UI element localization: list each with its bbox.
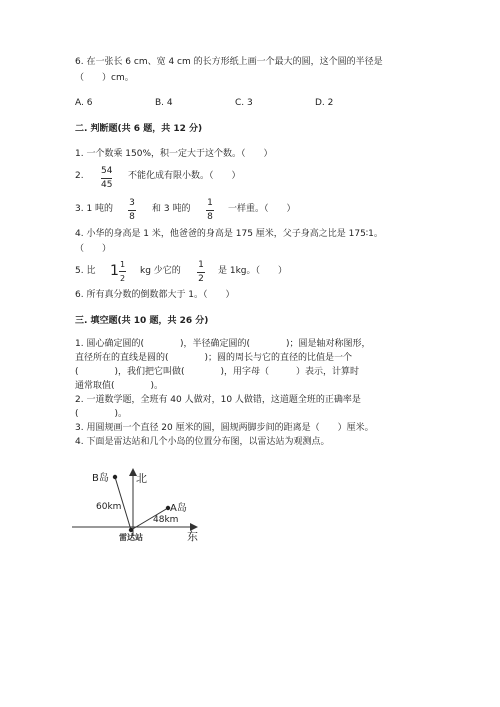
section2-heading: 二. 判断题(共 6 题，共 12 分) — [75, 124, 203, 134]
judge-q4-line1: 4. 小华的身高是 1 米，他爸爸的身高是 175 厘米，父子身高之比是 175∶1。 — [75, 229, 383, 239]
fraction-numerator: 1 — [119, 260, 126, 269]
judge-q5-mid: kg 少它的 — [140, 266, 181, 276]
mc-q6-option-b: B. 4 — [155, 98, 173, 108]
judge-q6: 6. 所有真分数的倒数都大于 1。（ ） — [75, 290, 235, 300]
radar-station-label: 雷达站 — [119, 533, 143, 542]
island-a-label: A岛 — [170, 503, 187, 514]
judge-q3-suffix: 一样重。（ ） — [228, 204, 296, 214]
fraction-denominator: 2 — [119, 274, 126, 283]
mc-q6-line1: 6. 在一张长 6 cm、宽 4 cm 的长方形纸上画一个最大的圆，这个圆的半径是 — [75, 57, 383, 67]
fraction-denominator: 8 — [207, 212, 213, 222]
distance-a-label: 48km — [153, 515, 179, 525]
radar-station-dot — [129, 528, 133, 532]
judge-q5-prefix: 5. 比 — [75, 266, 96, 276]
judge-q5-suffix: 是 1kg。（ ） — [218, 266, 288, 276]
judge-q2-prefix: 2. — [75, 171, 84, 181]
fraction-denominator: 45 — [101, 180, 113, 190]
fill-q1-line3: ( )，我们把它叫做( )，用字母（ ）表示，计算时 — [75, 367, 360, 377]
fill-q1-line1: 1. 圆心确定圆的( )，半径确定圆的( )；圆是轴对称图形， — [75, 339, 371, 349]
judge-q5-whole: 1 — [110, 263, 119, 279]
fraction-numerator: 3 — [129, 198, 135, 208]
judge-q3-prefix: 3. 1 吨的 — [75, 204, 114, 214]
fraction-numerator: 1 — [198, 260, 204, 270]
fill-q1-line4: 通常取值( )。 — [75, 381, 164, 391]
judge-q1: 1. 一个数乘 150%，积一定大于这个数。（ ） — [75, 149, 273, 159]
north-label: 北 — [136, 472, 147, 485]
mc-q6-option-c: C. 3 — [235, 98, 253, 108]
fraction-numerator: 54 — [101, 166, 113, 176]
fraction-denominator: 2 — [198, 274, 204, 284]
east-label: 东 — [187, 530, 198, 543]
fill-q4: 4. 下面是雷达站和几个小岛的位置分布图，以雷达站为观测点。 — [75, 437, 330, 447]
judge-q3-mid: 和 3 吨的 — [152, 204, 191, 214]
judge-q2-text: 不能化成有限小数。（ ） — [128, 171, 241, 181]
mc-q6-line2: （ ）cm。 — [75, 73, 134, 83]
fill-q2: 2. 一道数学题，全班有 40 人做对，10 人做错，这道题全班的正确率是 — [75, 395, 361, 405]
island-b-label: B岛 — [92, 473, 109, 484]
island-b-dot — [113, 475, 117, 479]
fraction-denominator: 8 — [129, 212, 135, 222]
fill-q1-line2: 直径所在的直线是圆的( )；圆的周长与它的直径的比值是一个 — [75, 353, 353, 363]
section3-heading: 三. 填空题(共 10 题，共 26 分) — [75, 316, 209, 326]
fill-q3: 3. 用圆规画一个直径 20 厘米的圆，圆规两脚步间的距离是（ ）厘米。 — [75, 423, 374, 433]
distance-b-label: 60km — [96, 502, 122, 512]
fill-q2-blank: ( )。 — [75, 409, 128, 419]
mc-q6-option-a: A. 6 — [75, 98, 93, 108]
judge-q4-line2: （ ） — [75, 244, 112, 254]
fraction-numerator: 1 — [207, 198, 213, 208]
mc-q6-option-d: D. 2 — [315, 98, 334, 108]
